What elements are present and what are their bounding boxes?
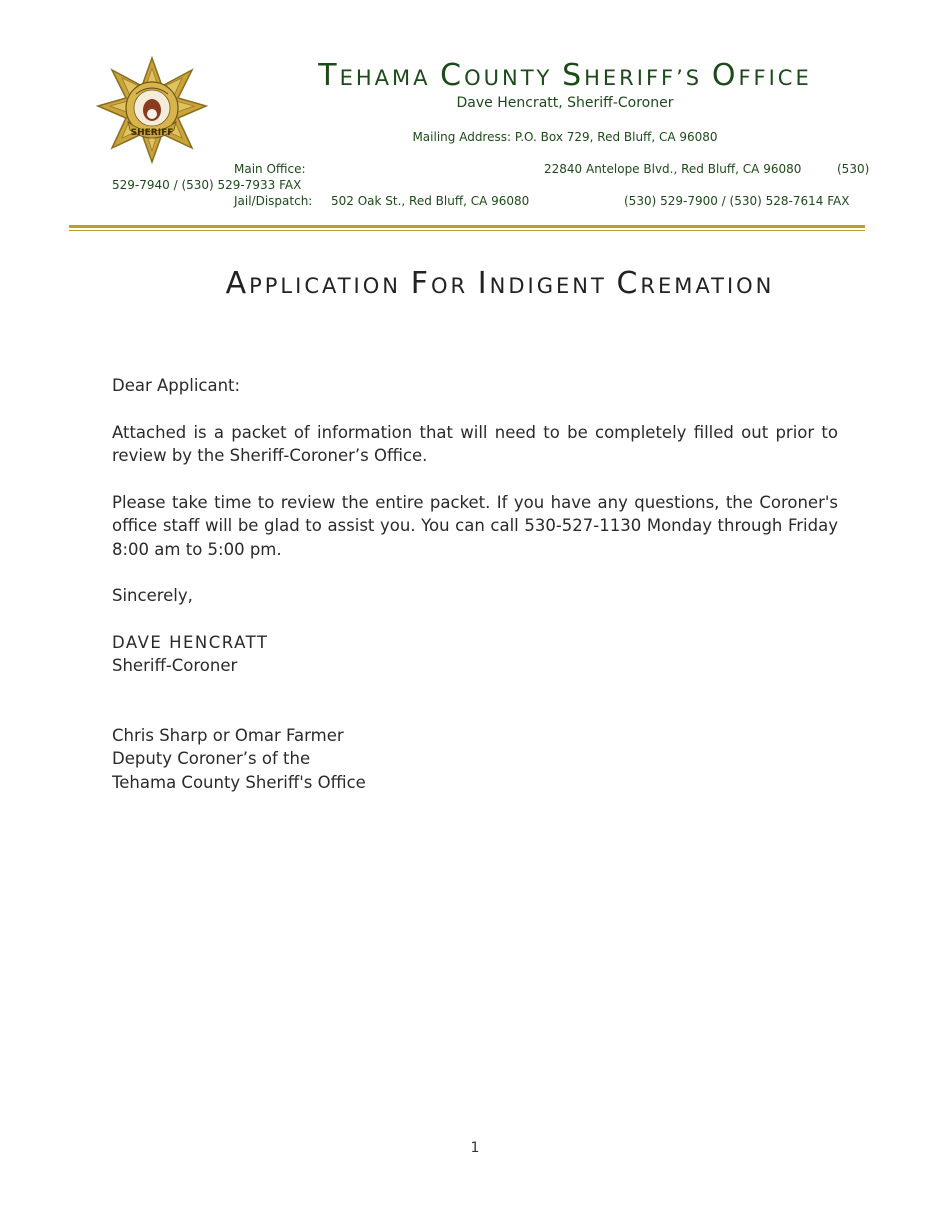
deputy-names: Chris Sharp or Omar Farmer	[112, 725, 344, 745]
paragraph-packet: Attached is a packet of information that will need to be completely filled out prior to review by the Sheriff-Coroner’s Office.	[112, 422, 838, 465]
signer-title: Sheriff-Coroner	[112, 656, 238, 675]
letter-body	[112, 374, 838, 817]
title-word: REMATION	[640, 274, 775, 298]
deputy-office: Tehama County Sheriff's Office	[112, 772, 366, 792]
page-number: 1	[470, 1140, 480, 1156]
jail-dispatch-address: 502 Oak St., Red Bluff, CA 96080	[331, 194, 530, 208]
jail-dispatch-phone: (530) 529-7900 / (530) 528-7614 FAX	[624, 194, 850, 208]
paragraph-contact: Please take time to review the entire packet. If you have any questions, the Coroner's office staff will be glad to assist you. You can call 530-527-1130 Monday through Friday 8:00 am to 5:00 pm.	[112, 492, 838, 559]
jail-dispatch-label: Jail/Dispatch:	[234, 194, 313, 208]
main-office-label: Main Office:	[234, 162, 306, 176]
signer-name: DAVE HENCRATT	[112, 632, 269, 652]
header-divider-thick	[69, 225, 865, 228]
office-title-word: EHAMA	[339, 66, 431, 90]
title-word: PPLICATION	[249, 274, 401, 298]
main-office-phone-continued: 529-7940 / (530) 529-7933 FAX	[112, 178, 302, 192]
closing: Sincerely,	[112, 586, 193, 605]
title-word: OR	[430, 274, 469, 298]
header-divider-thin	[69, 230, 865, 231]
sheriff-name: Dave Hencratt, Sheriff-Coroner	[456, 95, 674, 111]
office-title-word: OUNTY	[464, 66, 553, 90]
badge-sheriff-text: SHERIFF	[130, 128, 174, 138]
mailing-address: Mailing Address: P.O. Box 729, Red Bluff, CA 96080	[412, 130, 718, 144]
document-title	[0, 266, 950, 301]
main-office-phone: (530)	[837, 162, 870, 176]
office-title-word: FFICE	[738, 66, 812, 90]
title-letter: F	[410, 266, 431, 301]
greeting: Dear Applicant:	[112, 376, 241, 395]
office-title-letter: O	[711, 58, 739, 93]
main-office-address: 22840 Antelope Blvd., Red Bluff, CA 96080	[544, 162, 802, 176]
office-title	[200, 58, 930, 93]
sheriff-badge-icon	[96, 56, 208, 164]
title-word: NDIGENT	[489, 274, 607, 298]
title-letter: C	[616, 266, 641, 301]
title-letter: A	[225, 266, 250, 301]
office-title-word: HERIFF’S	[584, 66, 703, 90]
title-letter: I	[477, 266, 490, 301]
deputy-title: Deputy Coroner’s of the	[112, 749, 311, 768]
office-title-letter: T	[318, 58, 340, 93]
office-title-letter: S	[562, 58, 585, 93]
office-title-letter: C	[440, 58, 465, 93]
